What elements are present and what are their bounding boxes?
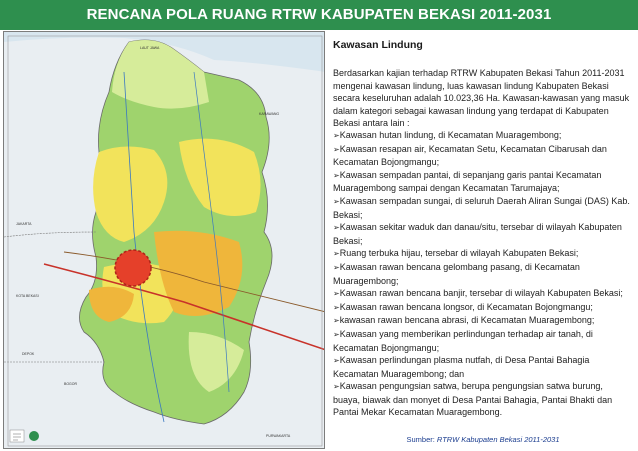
- list-item-text: Kawasan yang memberikan perlindungan terhadap air tanah, di Kecamatan Bojongmangu;: [333, 328, 593, 353]
- map-label-sea: LAUT JAWA: [140, 46, 160, 50]
- list-item: [333, 287, 631, 301]
- list-item: [333, 380, 631, 419]
- map-label-depok: DEPOK: [22, 352, 35, 356]
- list-item: [333, 169, 631, 195]
- map-panel: [3, 31, 325, 449]
- map-label-bogor: BOGOR: [64, 382, 78, 386]
- bullet-arrow-icon: ➢: [333, 356, 340, 366]
- bullet-arrow-icon: ➢: [333, 223, 340, 233]
- section-heading: Kawasan Lindung: [333, 39, 423, 51]
- list-item-text: Kawasan resapan air, Kecamatan Setu, Kecamatan Cibarusah dan Kecamatan Bojongmangu;: [333, 143, 607, 168]
- highlight-marker: [115, 250, 151, 286]
- map-label-kota-bekasi: KOTA BEKASI: [16, 294, 39, 298]
- list-item-text: kawasan rawan bencana abrasi, di Kecamatan Muaragembong;: [339, 315, 595, 326]
- bullet-arrow-icon: ➢: [333, 131, 340, 140]
- bullet-arrow-icon: ➢: [333, 196, 340, 206]
- regional-map: [4, 32, 325, 449]
- logo-icon: [29, 431, 39, 441]
- list-item: [333, 247, 631, 261]
- source-prefix: Sumber:: [406, 435, 437, 444]
- description-panel: [333, 31, 633, 449]
- list-item-text: Kawasan rawan bencana longsor, di Kecamatan Bojongmangu;: [339, 301, 593, 312]
- list-item: [333, 129, 631, 143]
- bullet-arrow-icon: ➢: [333, 170, 340, 180]
- bullet-arrow-icon: ➢: [333, 302, 340, 312]
- map-label-purwakarta: PURWAKARTA: [266, 434, 291, 438]
- bullet-arrow-icon: ➢: [333, 382, 340, 392]
- list-item: [333, 195, 631, 221]
- protected-area-list: [333, 129, 631, 419]
- list-item: [333, 301, 631, 315]
- list-item-text: Kawasan rawan bencana gelombang pasang, di Kecamatan Muaragembong;: [333, 261, 580, 286]
- list-item-text: Kawasan sekitar waduk dan danau/situ, tersebar di wilayah Kabupaten Bekasi;: [333, 222, 622, 246]
- map-label-karawang: KARAWANG: [259, 112, 280, 116]
- intro-paragraph: Berdasarkan kajian terhadap RTRW Kabupaten Bekasi Tahun 2011-2031 mengenai kawasan lindung, luas kawasan lindung Kabupaten Bekasi secara keseluruhan adalah 10.023,36 Ha. Kawasan-kawasan yang masuk dalam kategori sebagai kawasan lindung yang terdapat di Kabupaten Bekasi antara lain :: [333, 68, 630, 129]
- list-item-text: Kawasan sempadan sungai, di seluruh Daerah Aliran Sungai (DAS) Kab. Bekasi;: [333, 195, 630, 220]
- map-label-jakarta: JAKARTA: [16, 222, 32, 226]
- list-item: [333, 221, 631, 247]
- list-item: [333, 328, 631, 354]
- source-note: [333, 435, 633, 444]
- bullet-arrow-icon: ➢: [333, 316, 340, 326]
- bullet-arrow-icon: ➢: [333, 249, 340, 259]
- list-item-text: Kawasan sempadan pantai, di sepanjang garis pantai Kecamatan Muaragembong sampai dengan Kecamatan Tarumajaya;: [333, 169, 602, 194]
- bullet-arrow-icon: ➢: [333, 329, 340, 339]
- list-item-text: Kawasan rawan bencana banjir, tersebar di wilayah Kabupaten Bekasi;: [339, 288, 623, 299]
- bullet-arrow-icon: ➢: [333, 144, 340, 154]
- list-item: [333, 261, 631, 287]
- source-citation: RTRW Kabupaten Bekasi 2011-2031: [436, 435, 560, 444]
- list-item-text: Ruang terbuka hijau, tersebar di wilayah Kabupaten Bekasi;: [339, 248, 579, 259]
- title-bar: [0, 0, 638, 30]
- list-item: [333, 314, 631, 328]
- list-item-text: Kawasan hutan lindung, di Kecamatan Muaragembong;: [339, 130, 562, 140]
- list-item-text: Kawasan pengungsian satwa, berupa pengungsian satwa burung, buaya, biawak dan monyet di Desa Pantai Bahagia, Pantai Bhakti dan Pantai Mekar Kecamatan Muaragembong.: [333, 381, 613, 418]
- bullet-arrow-icon: ➢: [333, 262, 340, 272]
- page-title: RENCANA POLA RUANG RTRW KABUPATEN BEKASI 2011-2031: [86, 6, 552, 23]
- list-item-text: Kawasan perlindungan plasma nutfah, di Desa Pantai Bahagia Kecamatan Muaragembong; dan: [333, 355, 590, 379]
- list-item: [333, 143, 631, 169]
- list-item: [333, 354, 631, 380]
- bullet-arrow-icon: ➢: [333, 289, 340, 299]
